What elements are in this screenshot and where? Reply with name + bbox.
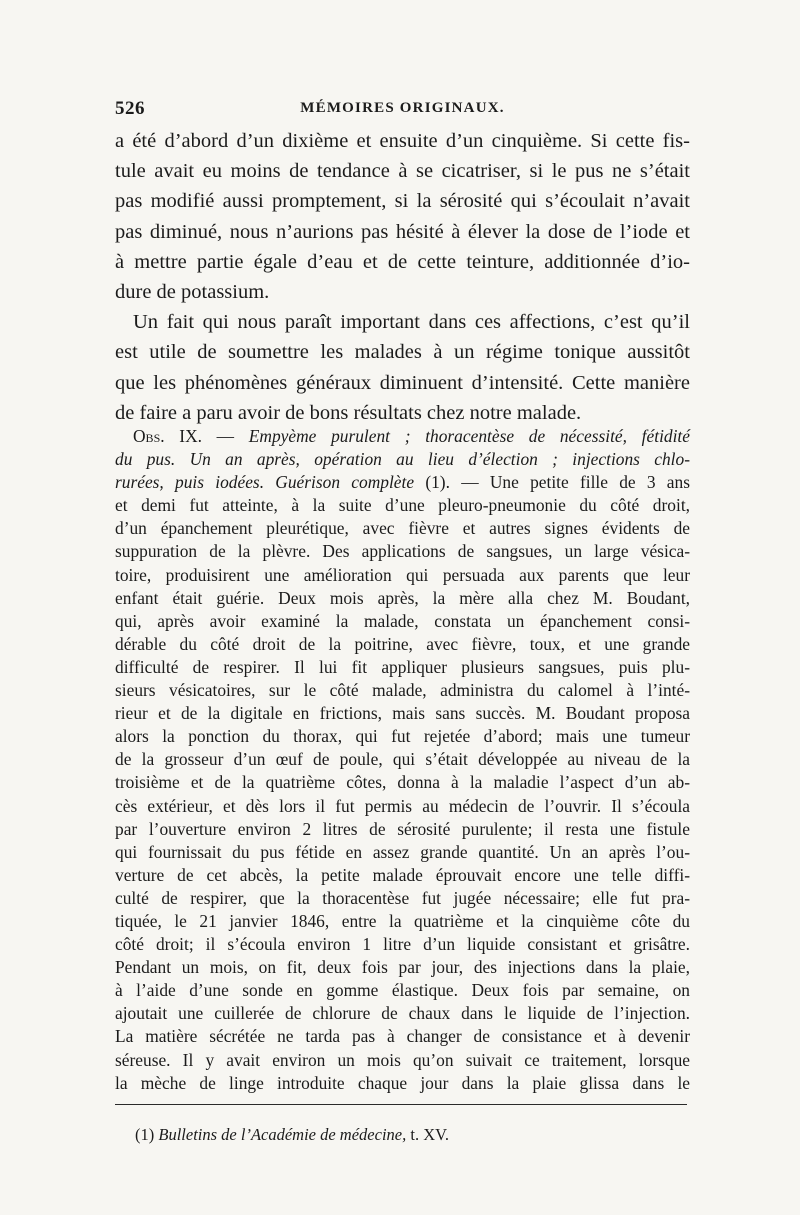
page-number: 526 xyxy=(115,98,145,119)
text-line: troisième et de la quatrième côtes, donna à la maladie l’aspect d’un ab- xyxy=(115,772,690,793)
text-line: Pendant un mois, on fit, deux fois par jour, des injections dans la plaie, xyxy=(115,957,690,978)
text-line: enfant était guérie. Deux mois après, la mère alla chez M. Boudant, xyxy=(115,587,690,608)
text-line: côté droit; il s’écoula environ 1 litre d’un liquide consistant et grisâtre. xyxy=(115,934,690,955)
text-line: sieurs vésicatoires, sur le côté malade, administra du calomel à l’inté- xyxy=(115,680,690,701)
text-line: qui, après avoir examiné la malade, constata un épanchement consi- xyxy=(115,610,690,631)
text-line: pas diminué, nous n’aurions pas hésité à élever la dose de l’iode et xyxy=(115,220,690,243)
observation-body xyxy=(115,494,690,1094)
text-line: toire, produisirent une amélioration qui persuada aux parents que leur xyxy=(115,564,690,585)
text-line: de faire a paru avoir de bons résultats chez notre malade. xyxy=(115,401,582,424)
footnote-marker: (1) xyxy=(135,1125,155,1144)
text-line: séreuse. Il y avait environ un mois qu’on suivait ce traitement, lorsque xyxy=(115,1049,690,1070)
footnote-source: Bulletins de l’Académie de médecine, xyxy=(158,1125,407,1144)
text-line: La matière sécrétée ne tarda pas à changer de consistance et à devenir xyxy=(115,1026,690,1047)
text-line: ajoutait une cuillerée de chlorure de chaux dans le liquide de l’injection. xyxy=(115,1003,690,1024)
text-line: à l’aide d’une sonde en gomme élastique. Deux fois par semaine, on xyxy=(115,980,690,1001)
text-line: rieur et de la digitale en frictions, mais sans succès. M. Boudant proposa xyxy=(115,703,690,724)
text-line: tiquée, le 21 janvier 1846, entre la quatrième et la cinquième côte du xyxy=(115,910,690,931)
paragraph xyxy=(115,126,690,307)
text-line: la mèche de linge introduite chaque jour dans la plaie glissa dans le xyxy=(115,1072,690,1093)
text-line: a été d’abord d’un dixième et ensuite d’un cinquième. Si cette fis- xyxy=(115,130,690,152)
text-line: que les phénomènes généraux diminuent d’intensité. Cette manière xyxy=(115,371,690,394)
observation-label: Obs. IX. xyxy=(133,426,202,446)
em-dash: — xyxy=(201,426,249,446)
running-header xyxy=(115,98,690,128)
text-line: est utile de soumettre les malades à un régime tonique aussitôt xyxy=(115,341,690,364)
text-line: dure de potassium. xyxy=(115,280,270,303)
footnote xyxy=(135,1125,449,1145)
text-line: suppuration de la plèvre. Des applications de sangsues, un large vésica- xyxy=(115,541,690,562)
text-line: difficulté de respirer. Il lui fit appliquer plusieurs sangsues, puis plu- xyxy=(115,656,690,677)
text-line: qui fournissait du pus fétide en assez grande quantité. Un an après l’ou- xyxy=(115,841,690,862)
text-line: verture de cet abcès, la petite malade éprouvait encore une telle diffi- xyxy=(115,864,690,885)
text-line: à mettre partie égale d’eau et de cette teinture, additionnée d’io- xyxy=(115,250,690,273)
observation-heading-line: du pus. Un an après, opération au lieu d’élection ; injections chlo- xyxy=(115,449,690,470)
observation-heading-line xyxy=(115,471,690,494)
text-line: et demi fut atteinte, à la suite d’une pleuro-pneumonie du côté droit, xyxy=(115,495,690,516)
observation-title: Empyème purulent ; thoracentèse de nécessité, fétidité xyxy=(248,426,690,446)
observation-heading-line xyxy=(115,425,690,448)
footnote-rule xyxy=(115,1104,687,1105)
main-text xyxy=(115,126,690,428)
text-line: cès extérieur, et dès lors il fut permis au médecin de l’ouvrir. Il s’écoula xyxy=(115,795,690,816)
text-line: Un fait qui nous paraît important dans ces affections, c’est qu’il xyxy=(133,311,690,334)
text-line: tule avait eu moins de tendance à se cicatriser, si le pus ne s’était xyxy=(115,160,690,183)
footnote-volume: t. XV. xyxy=(406,1125,450,1144)
text-line: pas modifié aussi promptement, si la sérosité qui s’écoulait n’avait xyxy=(115,190,690,213)
observation-ix xyxy=(115,425,690,1095)
text-line: dérable du côté droit de la poitrine, avec fièvre, toux, et une grande xyxy=(115,633,690,654)
text-line: alors la ponction du thorax, qui fut rejetée d’abord; mais une tumeur xyxy=(115,726,690,747)
paragraph xyxy=(115,307,690,428)
text-line: d’un épanchement pleurétique, avec fièvre et autres signes évidents de xyxy=(115,518,690,539)
text-run: — Une petite fille de 3 ans xyxy=(449,472,690,493)
footnote-reference: (1). xyxy=(414,472,450,493)
text-line: par l’ouverture environ 2 litres de sérosité purulente; il resta une fistule xyxy=(115,818,690,839)
text-line: culté de respirer, que la thoracentèse fut jugée nécessaire; elle fut pra- xyxy=(115,887,690,908)
text-line: de la grosseur d’un œuf de poule, qui s’était développée au niveau de la xyxy=(115,749,690,770)
running-title: MÉMOIRES ORIGINAUX. xyxy=(300,100,505,116)
observation-title: rurées, puis iodées. Guérison complète xyxy=(115,472,415,493)
